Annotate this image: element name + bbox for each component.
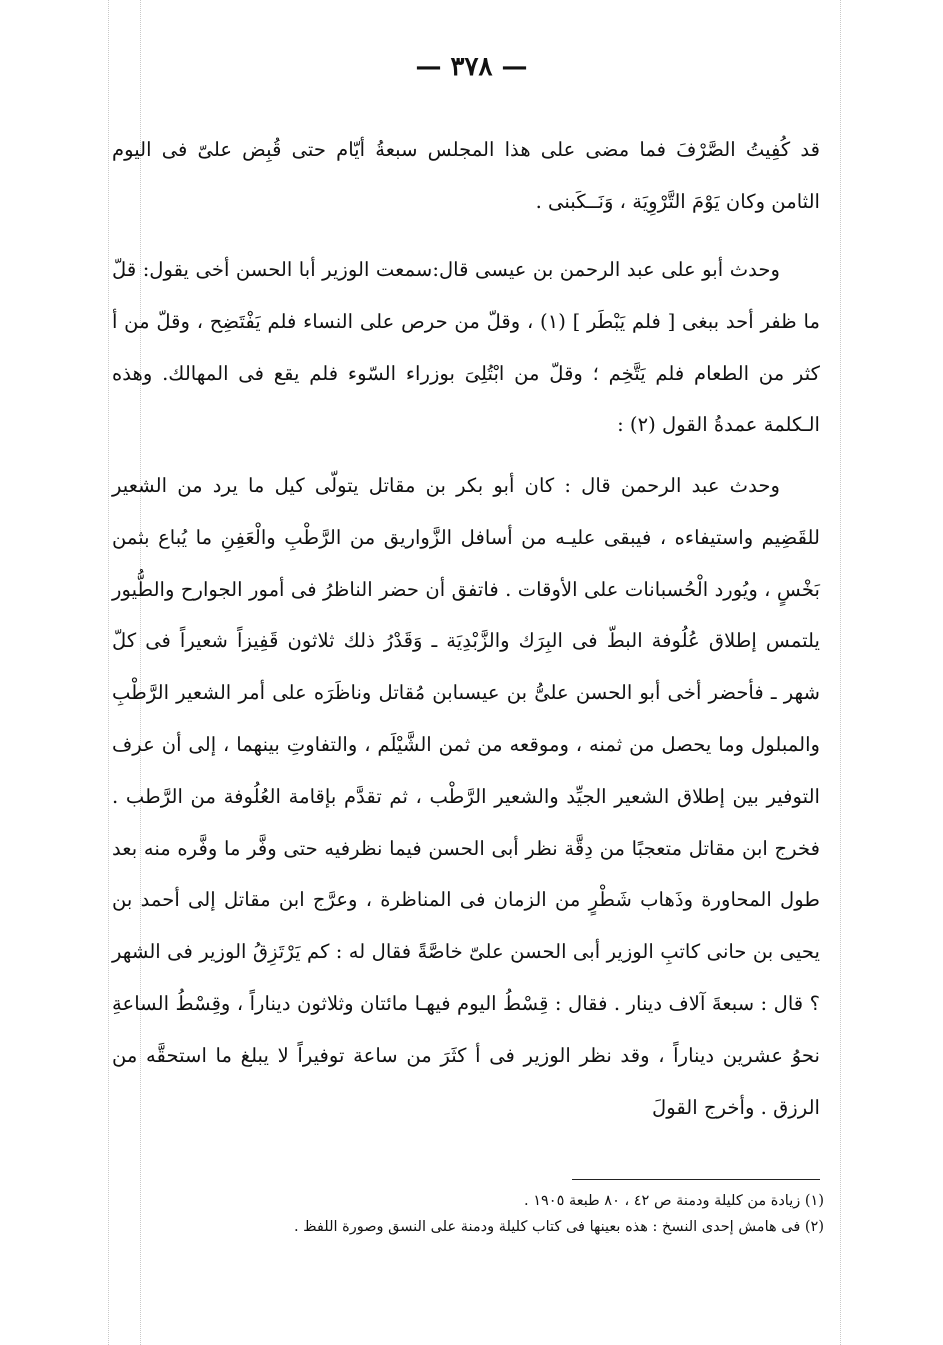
scan-guide-line (840, 0, 841, 1345)
paragraph-1 (112, 124, 820, 228)
footnote-1: (١) زيادة من كليلة ودمنة ص ٤٢ ، ٨٠ طبعة ١٩٠٥ . (524, 1193, 824, 1209)
paragraph-2 (112, 244, 820, 451)
paragraph-text: وحدث أبو على عبد الرحمن بن عيسى قال:سمعت الوزير أبا الحسن أخى يقول: قلّ ما ظفر أحد ببغى [ فلم يَبْطَر ] (١) ، وقلّ من حرص على النساء فلم يَفْتَضِح ، وقلّ من أ كثر من الطعام فلم يَتَّخِم ؛ وقلّ من ابْتُلِىَ بوزراء السّوء فلم يقع فى المهالك. وهذه الـكلمة عمدةُ القول (٢) : (112, 258, 820, 437)
paragraph-text: وحدث عبد الرحمن قال : كان أبو بكر بن مقاتل يتولّى كيل ما يرد من الشعير للقَضِيم واستيفاءه ، فيبقى عليـه من أسافل الزَّواريق من الرَّطْبِ والْعَفِنِ ما يُباع بثمن بَخْسٍ ، ويُورد الْحُسبانات على الأوقات . فاتفق أن حضر الناظرُ فى أمور الجوارح والطُّيور يلتمس إطلاق عُلُوفة البطّ فى البِرَك والزَّبْدِيَة ـ وَقَدْرُ ذلك ثلاثون قَفِيزاً شعيراً فى كلّ شهر ـ فأحضر أخى أبو الحسن علىُّ بن عيسىابن مُقاتل وناظَرَه على أمر الشعير الرَّطْبِ والمبلول وما يحصل من ثمنه ، وموقعه من ثمن الشَّيْلَم ، والتفاوتِ بينهما ، إلى أن عرف التوفير بين إطلاق الشعير الجيِّد والشعير الرَّطْب ، ثم تقدَّم بإقامة العُلُوفة من الرَّطب . فخرج ابن مقاتل متعجبًا من دِقَّة نظر أبى الحسن فيما نظرفيه حتى وفَّر ما وفَّره منه بعد طول المحاورة وذَهاب شَطْرٍ من الزمان فى المناظرة ، وعرَّج ابن مقاتل إلى أحمد بن يحيى بن حانى كاتبِ الوزير أبى الحسن علىّ خاصَّةً فقال له : كم يَرْتَزِقُ الوزير فى الشهر ؟ قال : سبعةَ آلاف دينار . فقال : قِسْطُ اليوم فيهـا مائتان وثلاثون ديناراً ، وقِسْطُ الساعةِ نحوُ عشرين ديناراً ، وقد نظر الوزير فى أ كثَرَ من ساعة توفيراً لا يبلغ ما استحقَّه من الرزق . وأخرج القولَ (112, 474, 820, 1119)
page-number: — ٣٧٨ — (415, 52, 528, 82)
scan-guide-line (108, 0, 109, 1345)
paragraph-3 (112, 460, 820, 1133)
footnotes (112, 1188, 824, 1240)
paragraph-text: قد كُفِيتُ الصَّرْفَ فما مضى على هذا المجلس سبعةُ أيّام حتى قُبِض علىّ فى اليوم الثامن وكان يَوْمَ التَّرْوِيَة ، وَنَــكَبنى . (112, 138, 820, 213)
footnote-divider (572, 1179, 820, 1180)
footnote-2: (٢) فى هامش إحدى النسخ : هذه بعينها فى كتاب كليلة ودمنة على النسق وصورة اللفظ . (293, 1219, 824, 1235)
